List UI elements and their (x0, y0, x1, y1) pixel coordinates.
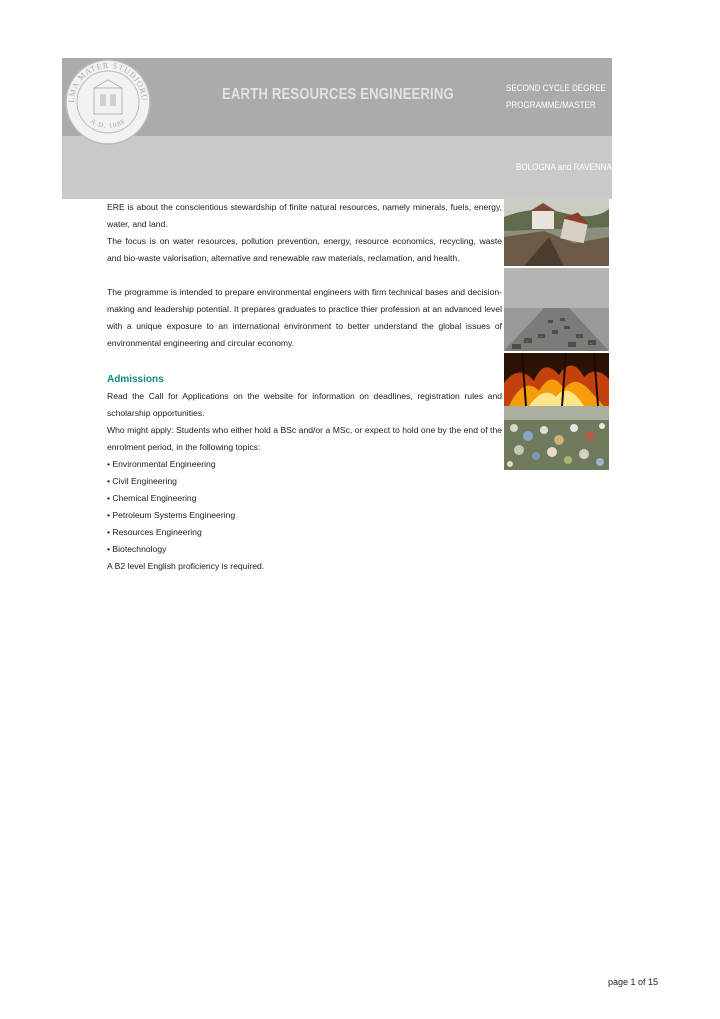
waste-landfill-photo (504, 406, 609, 470)
intro-paragraph-2: The focus is on water resources, pollution prevention, energy, resource economics, recycling, waste and bio-waste valorisation, alternative and renewable raw materials, reclamation, and health. (107, 236, 502, 263)
traffic-smog-photo (504, 268, 609, 351)
eligible-topics-list (107, 456, 502, 558)
page-number: page 1 of 15 (608, 977, 659, 987)
campus-location: BOLOGNA and RAVENNA (516, 162, 612, 173)
topic-item: • Civil Engineering (107, 473, 502, 490)
seal-text-top: LMA MATER STUDIORU (66, 60, 150, 104)
topic-item: • Petroleum Systems Engineering (107, 507, 502, 524)
english-requirement: A B2 level English proficiency is required. (107, 561, 265, 571)
program-title: EARTH RESOURCES ENGINEERING (222, 86, 454, 103)
admissions-call-paragraph: Read the Call for Applications on the website for information on deadlines, registration rules and scholarship opportunities. (107, 391, 502, 418)
main-content (107, 199, 502, 575)
topic-item: • Chemical Engineering (107, 490, 502, 507)
landslide-house-photo (504, 197, 609, 266)
admissions-heading: Admissions (107, 374, 164, 385)
degree-type-line1: SECOND CYCLE DEGREE (506, 83, 607, 94)
topic-item: • Resources Engineering (107, 524, 502, 541)
topic-item: • Environmental Engineering (107, 456, 502, 473)
topic-item: • Biotechnology (107, 541, 502, 558)
degree-type-line2: PROGRAMME/MASTER (506, 100, 596, 111)
intro-paragraph-3: The programme is intended to prepare environmental engineers with firm technical bases and decision-making and leadership potential. It prepares graduates to practice thier profession at an advanced level with a unique exposure to an international environment to better understand the global issues of environmental engineering and circular economy. (107, 287, 502, 348)
admissions-eligibility-paragraph: Who might apply: Students who either hold a BSc and/or a MSc, or expect to hold one by the end of the enrolment period, in the following topics: (107, 425, 502, 452)
seal-text-bottom: A.D. 1088 (88, 117, 128, 131)
forest-fire-photo (504, 353, 609, 406)
intro-paragraph-1: ERE is about the conscientious stewardship of finite natural resources, namely minerals, fuels, energy, water, and land. (107, 202, 502, 229)
university-seal-logo (64, 58, 152, 146)
